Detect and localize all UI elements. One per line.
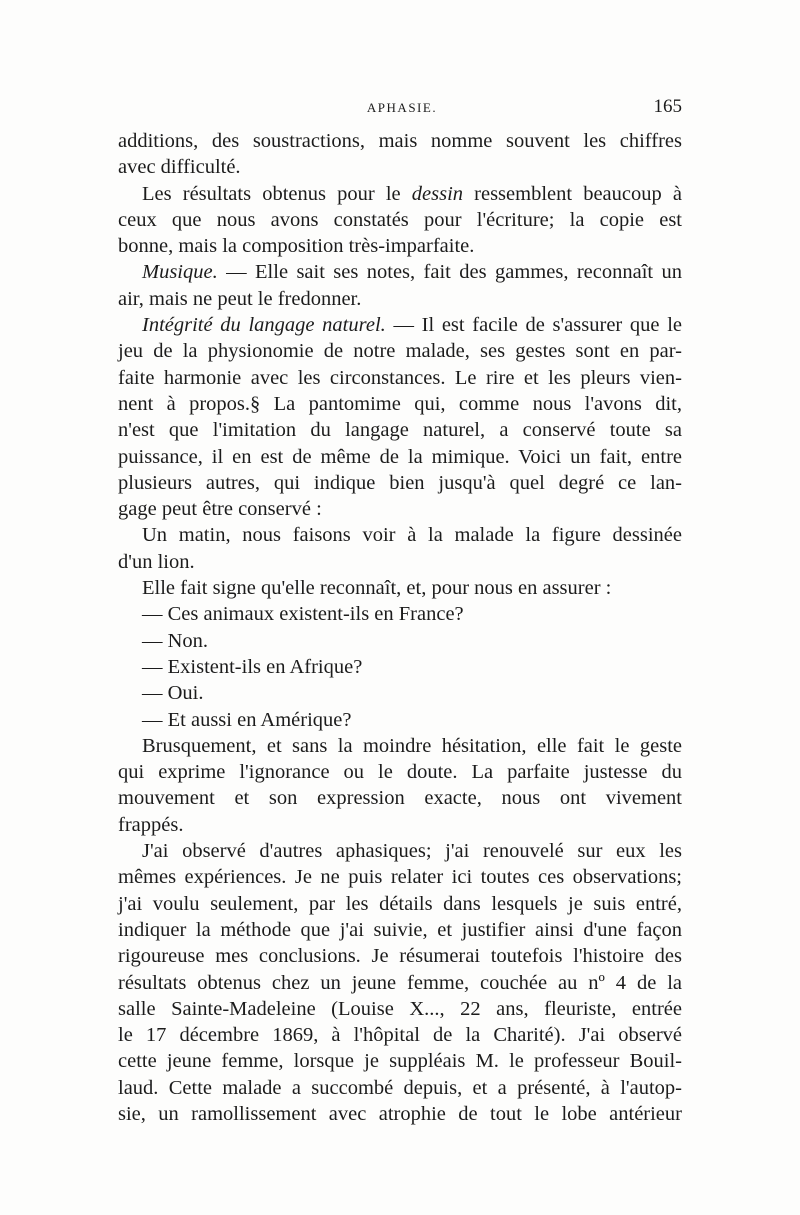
text-line: salle Sainte-Madeleine (Louise X..., 22 ans, fleuriste, entrée (118, 997, 682, 1020)
text-line: puissance, il en est de même de la mimique. Voici un fait, entre (118, 445, 682, 468)
running-title: APHASIE. (366, 100, 438, 115)
italic-phrase: Musique. (142, 261, 218, 284)
italic-phrase: dessin (411, 182, 464, 205)
page-number: 165 (653, 96, 682, 117)
text-line: mouvement et son expression exacte, nous ont vivement (118, 787, 682, 810)
text-line: d'un lion. (118, 550, 195, 573)
text-line: mêmes expériences. Je ne puis relater ici toutes ces observations; (118, 866, 682, 889)
dialog-line: — Non. (142, 629, 209, 652)
text-line: sie, un ramollissement avec atrophie de tout le lobe antérieur (118, 1102, 682, 1125)
dialog-line: — Existent-ils en Afrique? (142, 655, 363, 678)
italic-phrase: Intégrité du langage naturel. (142, 314, 386, 337)
text-line: frappés. (118, 813, 184, 836)
text-line: Musique. — Elle sait ses notes, fait des gammes, reconnaît un (142, 261, 682, 284)
text-line: nent à propos.§ La pantomime qui, comme nous l'avons dit, (118, 392, 682, 415)
text-line: air, mais ne peut le fredonner. (118, 287, 362, 310)
text-line: n'est que l'imitation du langage naturel, a conservé toute sa (118, 419, 682, 442)
dialog-line: — Et aussi en Amérique? (142, 708, 352, 731)
text-line: le 17 décembre 1869, à l'hôpital de la Charité). J'ai observé (118, 1024, 682, 1047)
text-line: bonne, mais la composition très-imparfaite. (118, 235, 475, 258)
text-line: ceux que nous avons constatés pour l'écriture; la copie est (118, 208, 682, 231)
text-line: avec difficulté. (118, 156, 241, 179)
text-line: résultats obtenus chez un jeune femme, couchée au nº 4 de la (118, 971, 682, 994)
text-line: laud. Cette malade a succombé depuis, et a présenté, à l'autop- (118, 1076, 682, 1099)
text-line: j'ai voulu seulement, par les détails dans lesquels je suis entré, (118, 892, 682, 915)
text-line: Elle fait signe qu'elle reconnaît, et, pour nous en assurer : (142, 577, 612, 600)
text-line: rigoureuse mes conclusions. Je résumerai toutefois l'histoire des (118, 945, 682, 968)
text-line: faite harmonie avec les circonstances. Le rire et les pleurs vien- (118, 366, 682, 389)
text-line: Les résultats obtenus pour le dessin ressemblent beaucoup à (142, 182, 682, 205)
text-line: Intégrité du langage naturel. — Il est facile de s'assurer que le (142, 314, 682, 337)
text-line: Brusquement, et sans la moindre hésitation, elle fait le geste (142, 734, 682, 757)
text-line: plusieurs autres, qui indique bien jusqu'à quel degré ce lan- (118, 471, 682, 494)
text-line: qui exprime l'ignorance ou le doute. La parfaite justesse du (118, 761, 682, 784)
text-line: gage peut être conservé : (118, 498, 322, 521)
running-head (118, 96, 686, 118)
text-line: jeu de la physionomie de notre malade, ses gestes sont en par- (118, 340, 682, 363)
text-line: additions, des soustractions, mais nomme souvent les chiffres (118, 130, 682, 152)
body-text (118, 128, 682, 1127)
dialog-line: — Ces animaux existent-ils en France? (142, 603, 464, 626)
text-line: indiquer la méthode que j'ai suivie, et justifier ainsi d'une façon (118, 918, 682, 941)
text-line: Un matin, nous faisons voir à la malade la figure dessinée (142, 524, 682, 547)
text-line: cette jeune femme, lorsque je suppléais M. le professeur Bouil- (118, 1050, 682, 1073)
dialog-line: — Oui. (142, 682, 204, 705)
text-line: J'ai observé d'autres aphasiques; j'ai renouvelé sur eux les (142, 840, 682, 863)
